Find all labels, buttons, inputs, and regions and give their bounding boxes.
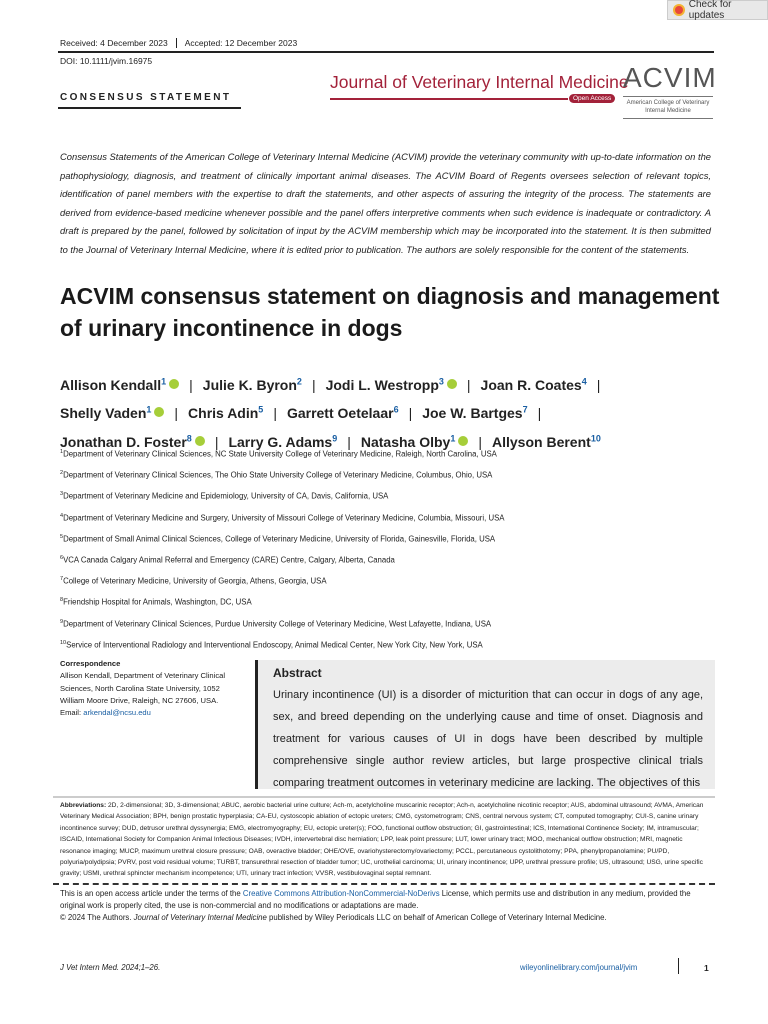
acvim-logo-subtitle: American College of Veterinary Internal Medicine <box>626 100 710 114</box>
author[interactable] <box>203 377 302 393</box>
divider <box>58 107 241 109</box>
affiliation-number: 6 <box>60 554 64 561</box>
affiliation-text: Department of Veterinary Clinical Sciences, NC State University College of Veterinary Medicine, Raleigh, North Carolina, USA <box>63 449 497 459</box>
affiliation <box>60 613 505 634</box>
author-name: Julie K. Byron <box>202 376 297 393</box>
affiliation-text: Service of Interventional Radiology and Interventional Endoscopy, Animal Medical Center, New York City, New York, USA <box>66 640 483 650</box>
affiliation-number: 4 <box>581 376 587 386</box>
cc-license-link[interactable]: Creative Commons Attribution-NonCommercial-NoDerivs <box>242 889 440 898</box>
article-title: ACVIM consensus statement on diagnosis and management of urinary incontinence in dogs <box>60 283 720 341</box>
copyright: published by Wiley Periodicals LLC on behalf of American College of Veterinary Internal Medicine. <box>266 913 607 923</box>
author[interactable] <box>422 405 527 421</box>
affiliation <box>60 464 505 485</box>
author-name: Larry G. Adams <box>228 433 333 450</box>
author-name: Jodi L. Westropp <box>325 376 439 393</box>
accepted-date: Accepted: 12 December 2023 <box>184 38 298 48</box>
affiliation-number: 8 <box>186 433 192 444</box>
correspondence-heading: Correspondence <box>60 659 121 668</box>
dates <box>60 38 297 48</box>
affiliation <box>60 507 505 528</box>
affiliation-number: 2 <box>296 376 302 386</box>
journal-url-link[interactable]: wileyonlinelibrary.com/journal/jvim <box>520 963 638 972</box>
correspondence-body: Allison Kendall, Department of Veterinary Clinical Sciences, North Carolina State University, 1052 William Moore Drive, Raleigh, NC 27606, USA. <box>60 671 226 705</box>
author-name: Shelly Vaden <box>60 405 147 422</box>
author[interactable] <box>481 377 587 393</box>
abbreviations <box>60 800 715 880</box>
orcid-icon[interactable] <box>154 407 164 417</box>
author[interactable] <box>326 377 457 393</box>
acvim-logo: ACVIM <box>623 62 717 93</box>
affiliation-number: 3 <box>60 491 64 498</box>
open-access-badge: Open Access <box>569 94 615 103</box>
affiliation-number: 8 <box>60 597 64 604</box>
journal-title: Journal of Veterinary Internal Medicine <box>330 72 629 92</box>
affiliation-text: Department of Veterinary Medicine and Surgery, University of Missouri College of Veterinary Medicine, Columbia, Missouri, USA <box>63 513 505 523</box>
separator: | <box>347 433 351 450</box>
author[interactable] <box>188 405 263 421</box>
affiliation-text: Friendship Hospital for Animals, Washington, DC, USA <box>63 597 252 607</box>
author[interactable] <box>492 434 601 450</box>
author[interactable] <box>60 377 179 393</box>
license <box>60 888 715 925</box>
affiliation <box>60 485 505 506</box>
affiliation-number: 9 <box>60 618 64 625</box>
affiliation-number: 4 <box>60 512 64 519</box>
affiliation-number: 10 <box>60 639 67 646</box>
abbreviations-label: Abbreviations: <box>60 802 107 809</box>
separator: | <box>466 376 471 393</box>
separator: | <box>478 433 482 450</box>
license-text: This is an open access article under the terms of the <box>60 889 243 898</box>
author-name: Allyson Berent <box>492 433 591 450</box>
affiliation-number: 1 <box>450 433 456 444</box>
author-name: Natasha Olby <box>360 433 451 450</box>
affiliations <box>60 443 505 655</box>
affiliation-text: Department of Veterinary Clinical Sciences, The Ohio State University College of Veterinary Medicine, Columbus, Ohio, USA <box>63 470 493 480</box>
separator: | <box>408 405 413 422</box>
affiliation-number: 7 <box>522 404 528 415</box>
citation: J Vet Intern Med. 2024;1–26. <box>60 963 161 972</box>
affiliation <box>60 591 505 612</box>
affiliation-number: 7 <box>60 576 64 583</box>
check-updates-label: Check for updates <box>688 0 732 21</box>
affiliation-number: 10 <box>590 433 601 444</box>
author-name: Joan R. Coates <box>480 376 582 393</box>
affiliation-text: VCA Canada Calgary Animal Referral and Emergency (CARE) Centre, Calgary, Alberta, Canada <box>63 555 395 565</box>
affiliation <box>60 549 505 570</box>
author[interactable] <box>287 405 399 421</box>
divider <box>58 51 714 53</box>
section-label: CONSENSUS STATEMENT <box>60 92 232 103</box>
separator: | <box>174 405 179 422</box>
affiliation-number: 5 <box>60 533 64 540</box>
affiliation-text: Department of Small Animal Clinical Sciences, College of Veterinary Medicine, University of Florida, Gainesville, Florida, USA <box>63 534 496 544</box>
divider <box>623 118 713 119</box>
divider <box>53 796 715 798</box>
orcid-icon[interactable] <box>447 379 457 389</box>
affiliation <box>60 570 505 591</box>
affiliation-number: 5 <box>258 404 264 415</box>
intro-paragraph: Consensus Statements of the American College of Veterinary Internal Medicine (ACVIM) provide the veterinary community with up-to-date information on the pathophysiology, diagnosis, and treatment of clinically important animal diseases. The ACVIM Board of Regents oversees selection of relevant topics, identification of panel members with the expertise to draft the statements, and other aspects of assuring the integrity of the process. The statements are derived from evidence-based medicine whenever possible and the panel offers interpretive comments when such evidence is inadequate or contradictory. A draft is prepared by the panel, followed by solicitation of input by the ACVIM membership which may be incorporated into the statement. It is then submitted to the Journal of Veterinary Internal Medicine, where it is edited prior to publication. The authors are solely responsible for the content of the statements. <box>60 151 711 255</box>
dashed-divider <box>53 883 715 885</box>
affiliation-number: 2 <box>60 470 64 477</box>
separator: | <box>214 433 219 450</box>
copyright: © 2024 The Authors. <box>60 913 134 923</box>
email-link[interactable]: arkendal@ncsu.edu <box>83 708 151 718</box>
abstract-box <box>255 660 715 789</box>
correspondence <box>60 658 235 719</box>
separator: | <box>311 376 316 393</box>
affiliation <box>60 443 505 464</box>
separator: | <box>537 405 542 422</box>
author-name: Joe W. Bartges <box>422 405 523 422</box>
check-for-updates-button[interactable] <box>667 0 768 20</box>
affiliation-text: Department of Veterinary Medicine and Epidemiology, University of CA, Davis, California, USA <box>63 491 389 501</box>
abstract-text: Urinary incontinence (UI) is a disorder of micturition that can occur in dogs of any age, sex, and breed depending on the underlying cause and time of onset. Diagnosis and treatment for various causes of UI in dogs have been described by multiple comprehensive single author review articles, but large prospective clinical trials comparing treatment outcomes in veterinary medicine are lacking. The objectives of this <box>273 689 703 789</box>
author-name: Chris Adin <box>188 405 259 422</box>
separator: | <box>189 376 193 393</box>
abbreviations-text: 2D, 2-dimensional; 3D, 3-dimensional; ABUC, aerobic bacterial urine culture; Ach-m, acetylcholine muscarinic receptor; Ach-n, acetylcholine nicotinic receptor; AUS, abdominal ultrasound; AVMA, American Veterinary Medical Association; BPH, benign prostatic hyperplasia; CA-EU, cystoscopic ablation of ectopic ureters; CMG, cystometrogram; CNS, central nervous system; CT, computed tomography; CUI-S, canine urinary incontinence survey; DUD, detrusor urethral dyssynergia; EMG, electromyography; EU, ectopic ureter(s); FOO, functional outflow obstruction; GI, gastrointestinal; ICS, International Continence Society; IM, intramuscular; ISCAID, International Society for Companion Animal Infectious Diseases; IVDH, intervertebral disc herniation; LPP, leak point pressure; LUT, lower urinary tract; MOO, mechanical outflow obstruction; MRI, magnetic resonance imaging; MUCP, maximum urethral closure pressure; OAB, overactive bladder; OHE/OVE, ovariohysterectomy/ovariectomy; PCCL, percutaneous cystolithotomy; PPA, phenylpropanolamine; PU/PD, polyuria/polydipsia; PVRV, post void residual volume; TURBT, transurethral resection of bladder tumor; UC, urothelial carcinoma; UI, urinary incontinence; UPP, urethral pressure profile; US, ultrasound; USG, urine specific gravity; USMI, urethral sphincter mechanism incompetence; UTI, urinary tract infection; VVSR, vestibulovaginal septal remnant. <box>60 802 704 878</box>
email-label: Email: <box>60 708 84 718</box>
author-name: Garrett Oetelaar <box>286 405 394 422</box>
separator: | <box>596 376 601 393</box>
divider <box>623 96 713 97</box>
crossmark-icon <box>673 4 685 16</box>
received-date: Received: 4 December 2023 <box>60 38 177 48</box>
affiliation <box>60 634 505 655</box>
page-number: 1 <box>704 963 709 973</box>
author-name: Allison Kendall <box>60 376 162 393</box>
affiliation-number: 3 <box>438 376 444 386</box>
affiliation-number: 1 <box>60 449 64 455</box>
orcid-icon[interactable] <box>169 379 179 389</box>
doi: DOI: 10.1111/jvim.16975 <box>60 56 153 66</box>
affiliation-number: 9 <box>332 433 338 444</box>
copyright-journal: Journal of Veterinary Internal Medicine <box>133 913 267 923</box>
author[interactable] <box>60 405 164 421</box>
affiliation-number: 1 <box>146 404 152 415</box>
license-text: License, which permits use and distribution in any medium, provided the original work is properly cited, the use is non-commercial and no modifications or adaptations are made. <box>60 889 691 911</box>
author-name: Jonathan D. Foster <box>60 433 187 450</box>
affiliation-number: 1 <box>161 376 167 386</box>
divider <box>330 98 568 100</box>
affiliation <box>60 528 505 549</box>
affiliation-number: 6 <box>393 404 399 415</box>
separator: | <box>273 405 277 422</box>
affiliation-text: Department of Veterinary Clinical Sciences, Purdue University College of Veterinary Medicine, West Lafayette, Indiana, USA <box>63 619 492 629</box>
abstract-heading: Abstract <box>273 666 322 680</box>
affiliation-text: College of Veterinary Medicine, University of Georgia, Athens, Georgia, USA <box>63 576 327 586</box>
divider <box>678 958 679 974</box>
